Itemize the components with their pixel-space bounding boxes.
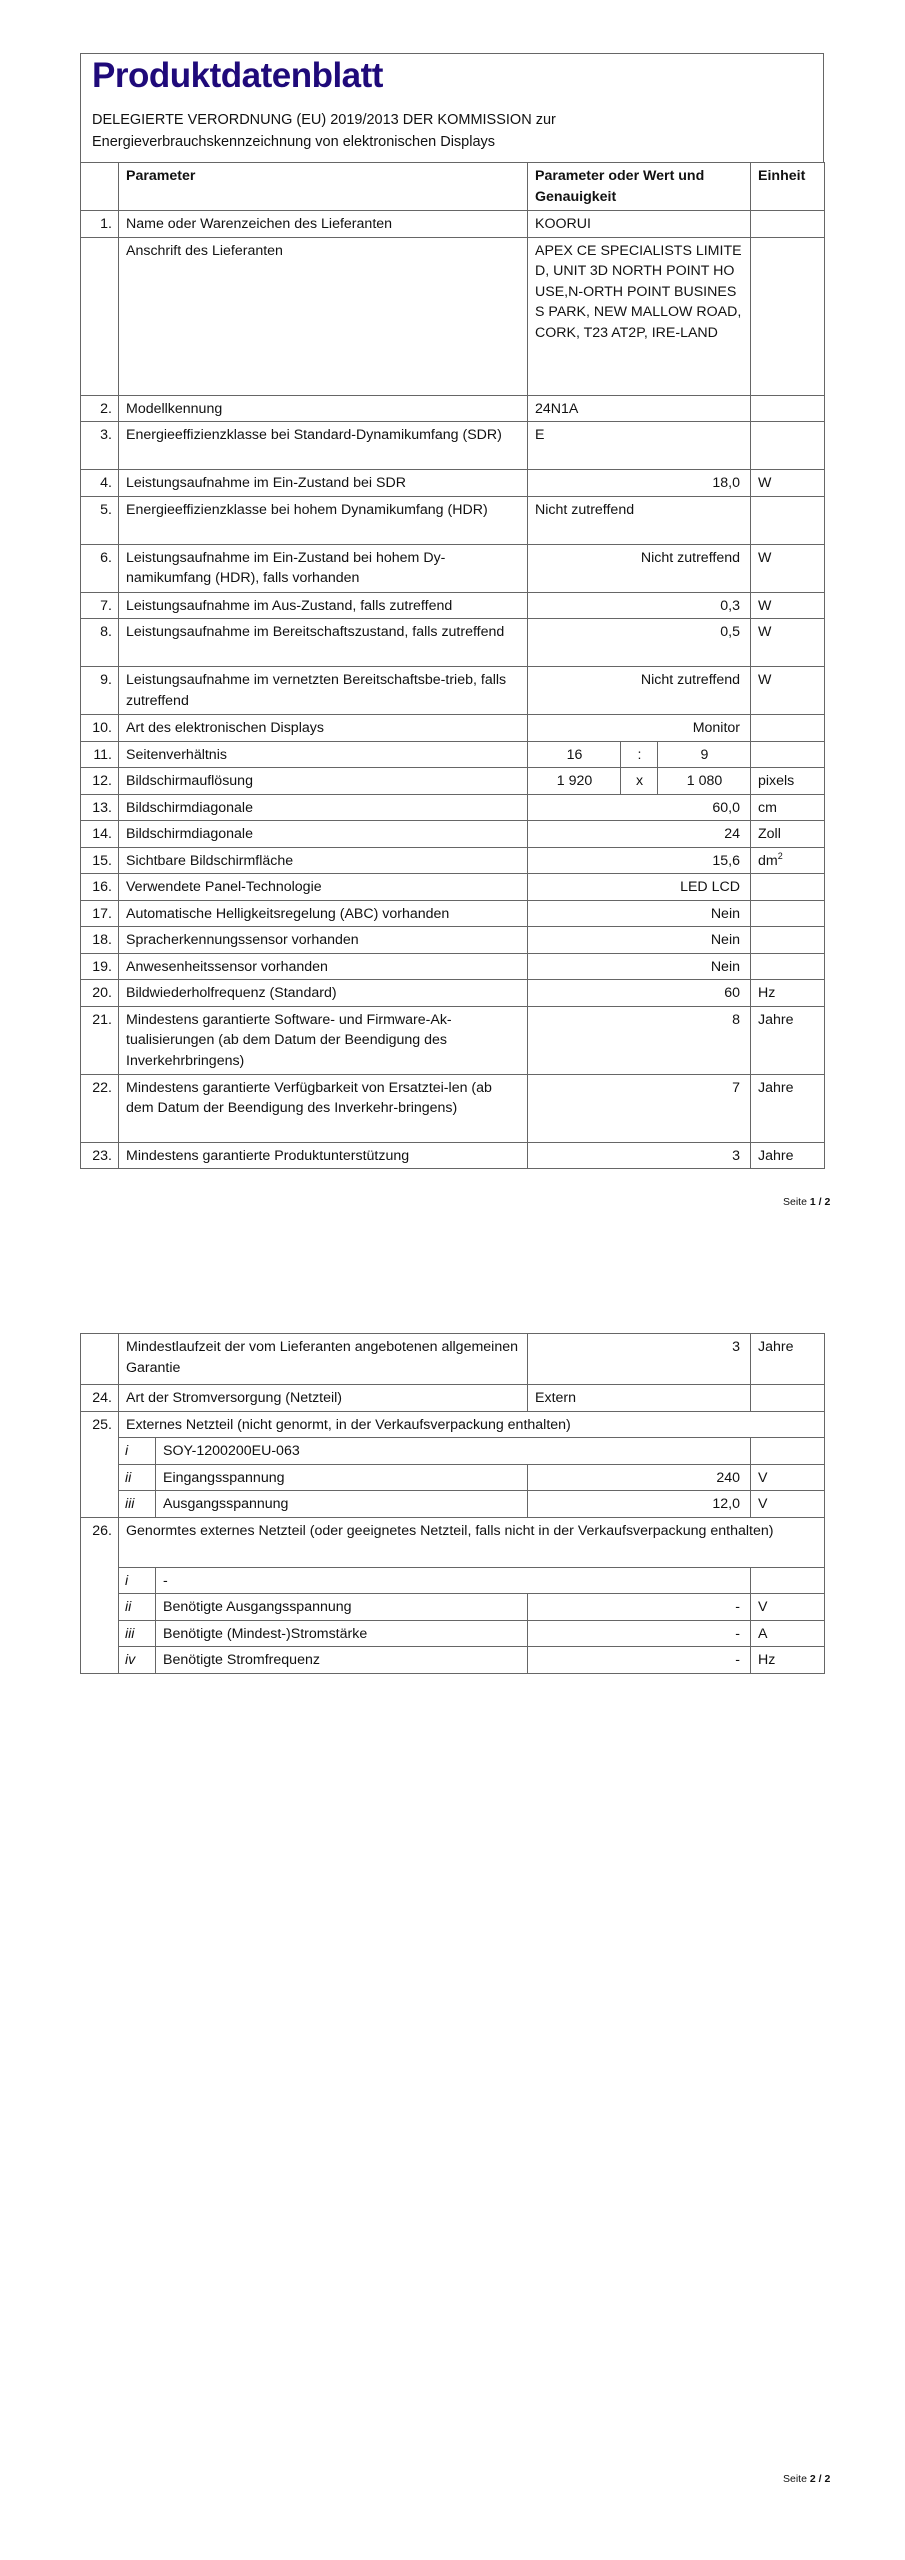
product-data-table-page-2 — [80, 1333, 825, 1674]
subtitle-line-2: Energieverbrauchskennzeichnung von elektronischen Displays — [92, 134, 496, 150]
row-number: 11. — [81, 741, 119, 768]
row-number: 7. — [81, 592, 119, 619]
table-row — [81, 667, 825, 715]
row-unit: pixels — [751, 768, 825, 795]
sub-index: iv — [119, 1647, 156, 1674]
table-row — [81, 927, 825, 954]
row-unit: Jahre — [751, 1006, 825, 1074]
sub-index: i — [119, 1438, 156, 1465]
row-number: 25. — [81, 1411, 119, 1517]
row-value-address: APEX CE SPECIALISTS LIMITED, UNIT 3D NORTH POINT HOUSE,N-ORTH POINT BUSINESS PARK, NEW MALLOW ROAD,CORK, T23 AT2P, IRE-LAND — [528, 237, 751, 395]
row-value: 15,6 — [528, 847, 751, 874]
row-value: 18,0 — [528, 470, 751, 497]
row-unit: A — [751, 1620, 825, 1647]
row-value: 3 — [528, 1142, 751, 1169]
table-subrow — [81, 1464, 825, 1491]
table-row — [81, 1334, 825, 1385]
row-unit — [751, 1567, 825, 1594]
row-unit: Hz — [751, 1647, 825, 1674]
row-parameter: Leistungsaufnahme im Ein-Zustand bei SDR — [119, 470, 528, 497]
page-2 — [0, 1280, 905, 2560]
row-parameter: Bildschirmauflösung — [119, 768, 528, 795]
row-unit: Jahre — [751, 1142, 825, 1169]
row-parameter: Verwendete Panel-Technologie — [119, 874, 528, 901]
row-parameter: Leistungsaufnahme im Bereitschaftszustand, falls zutreffend — [119, 619, 528, 667]
row-value: Nicht zutreffend — [528, 544, 751, 592]
table-row — [81, 874, 825, 901]
table-row — [81, 496, 825, 544]
power-supply-model: SOY-1200200EU-063 — [156, 1438, 751, 1465]
row-value: - — [528, 1594, 751, 1621]
row-parameter: Leistungsaufnahme im Ein-Zustand bei hohem Dy-namikumfang (HDR), falls vorhanden — [119, 544, 528, 592]
row-number: 8. — [81, 619, 119, 667]
row-unit — [751, 715, 825, 742]
row-unit: cm — [751, 794, 825, 821]
table-subrow — [81, 1647, 825, 1674]
row-unit — [751, 422, 825, 470]
row-value: 0,5 — [528, 619, 751, 667]
row-parameter: Eingangsspannung — [156, 1464, 528, 1491]
row-unit: W — [751, 619, 825, 667]
row-unit — [751, 741, 825, 768]
row-parameter: Sichtbare Bildschirmfläche — [119, 847, 528, 874]
table-row — [81, 211, 825, 238]
row-unit — [751, 1438, 825, 1465]
row-value: Monitor — [528, 715, 751, 742]
table-row — [81, 1142, 825, 1169]
row-parameter: Art der Stromversorgung (Netzteil) — [119, 1385, 528, 1412]
product-data-table-page-1 — [80, 162, 825, 1169]
row-parameter: Energieeffizienzklasse bei hohem Dynamikumfang (HDR) — [119, 496, 528, 544]
row-unit — [751, 395, 825, 422]
row-value: 0,3 — [528, 592, 751, 619]
row-parameter: Anschrift des Lieferanten — [119, 237, 528, 395]
row-number: 13. — [81, 794, 119, 821]
resolution-width: 1 920 — [528, 768, 621, 795]
table-row — [81, 715, 825, 742]
row-parameter: Ausgangsspannung — [156, 1491, 528, 1518]
table-subrow — [81, 1438, 825, 1465]
footer-page-number: 2 / 2 — [809, 2473, 831, 2485]
table-row — [81, 794, 825, 821]
row-value: E — [528, 422, 751, 470]
footer-prefix: Seite — [783, 1196, 810, 1208]
row-value: 60,0 — [528, 794, 751, 821]
row-parameter: Bildwiederholfrequenz (Standard) — [119, 980, 528, 1007]
table-subrow — [81, 1491, 825, 1518]
sub-index: ii — [119, 1464, 156, 1491]
row-number: 5. — [81, 496, 119, 544]
row-parameter: Benötigte (Mindest-)Stromstärke — [156, 1620, 528, 1647]
row-number: 12. — [81, 768, 119, 795]
table-row — [81, 1517, 825, 1567]
table-row — [81, 768, 825, 795]
page-title: Produktdatenblatt — [92, 56, 383, 95]
row-parameter: Mindestens garantierte Produktunterstützung — [119, 1142, 528, 1169]
row-value: Nein — [528, 927, 751, 954]
table-row — [81, 847, 825, 874]
row-unit — [751, 211, 825, 238]
row-value: Nein — [528, 900, 751, 927]
table-row — [81, 544, 825, 592]
row-value: 24N1A — [528, 395, 751, 422]
row-number: 1. — [81, 211, 119, 238]
row-unit — [751, 1385, 825, 1412]
sub-index: i — [119, 1567, 156, 1594]
row-unit — [751, 953, 825, 980]
table-header-row — [81, 163, 825, 211]
table-row — [81, 1385, 825, 1412]
header-unit: Einheit — [751, 163, 825, 211]
table-row — [81, 470, 825, 497]
row-value: Nein — [528, 953, 751, 980]
row-number: 15. — [81, 847, 119, 874]
row-unit — [751, 874, 825, 901]
row-parameter: Genormtes externes Netzteil (oder geeignetes Netzteil, falls nicht in der Verkaufsverpackung enthalten) — [119, 1517, 825, 1567]
power-supply-model: - — [156, 1567, 751, 1594]
table-row — [81, 592, 825, 619]
row-parameter: Energieeffizienzklasse bei Standard-Dynamikumfang (SDR) — [119, 422, 528, 470]
row-value: 3 — [528, 1334, 751, 1385]
row-number: 26. — [81, 1517, 119, 1673]
row-number: 22. — [81, 1074, 119, 1142]
row-number: 3. — [81, 422, 119, 470]
row-number: 14. — [81, 821, 119, 848]
row-parameter: Seitenverhältnis — [119, 741, 528, 768]
table-row — [81, 422, 825, 470]
row-value: 240 — [528, 1464, 751, 1491]
table-row — [81, 1074, 825, 1142]
row-parameter: Automatische Helligkeitsregelung (ABC) vorhanden — [119, 900, 528, 927]
table-row — [81, 980, 825, 1007]
row-number: 2. — [81, 395, 119, 422]
unit-base: dm — [758, 852, 778, 869]
row-parameter: Bildschirmdiagonale — [119, 794, 528, 821]
row-unit — [751, 496, 825, 544]
row-number: 4. — [81, 470, 119, 497]
row-number: 16. — [81, 874, 119, 901]
row-number: 10. — [81, 715, 119, 742]
page-footer-1 — [783, 1196, 830, 1208]
row-parameter: Mindestens garantierte Software- und Firmware-Ak-tualisierungen (ab dem Datum der Beendigung des Inverkehrbringens) — [119, 1006, 528, 1074]
table-row — [81, 237, 825, 395]
row-value: Extern — [528, 1385, 751, 1412]
table-row — [81, 1006, 825, 1074]
row-number: 23. — [81, 1142, 119, 1169]
row-value: LED LCD — [528, 874, 751, 901]
table-row — [81, 395, 825, 422]
row-value: KOORUI — [528, 211, 751, 238]
row-value: 12,0 — [528, 1491, 751, 1518]
row-value: Nicht zutreffend — [528, 667, 751, 715]
subtitle-line-1: DELEGIERTE VERORDNUNG (EU) 2019/2013 DER KOMMISSION zur — [92, 112, 556, 128]
row-number: 17. — [81, 900, 119, 927]
footer-prefix: Seite — [783, 2473, 810, 2485]
row-unit: Zoll — [751, 821, 825, 848]
row-unit: Jahre — [751, 1334, 825, 1385]
row-value: 8 — [528, 1006, 751, 1074]
sub-index: iii — [119, 1620, 156, 1647]
row-parameter: Anwesenheitssensor vorhanden — [119, 953, 528, 980]
footer-page-number: 1 / 2 — [809, 1196, 831, 1208]
row-parameter: Name oder Warenzeichen des Lieferanten — [119, 211, 528, 238]
row-number: 9. — [81, 667, 119, 715]
row-number — [81, 237, 119, 395]
row-value: 7 — [528, 1074, 751, 1142]
aspect-ratio-separator: : — [621, 741, 658, 768]
title-box — [80, 53, 824, 163]
row-parameter: Externes Netzteil (nicht genormt, in der Verkaufsverpackung enthalten) — [119, 1411, 825, 1438]
row-value: - — [528, 1620, 751, 1647]
row-parameter: Benötigte Stromfrequenz — [156, 1647, 528, 1674]
row-number: 18. — [81, 927, 119, 954]
row-parameter: Benötigte Ausgangsspannung — [156, 1594, 528, 1621]
table-row — [81, 900, 825, 927]
row-number: 20. — [81, 980, 119, 1007]
resolution-separator: x — [621, 768, 658, 795]
row-unit: Jahre — [751, 1074, 825, 1142]
aspect-ratio-height: 9 — [658, 741, 751, 768]
row-value: - — [528, 1647, 751, 1674]
header-value: Parameter oder Wert und Genauigkeit — [528, 163, 751, 211]
row-parameter: Spracherkennungssensor vorhanden — [119, 927, 528, 954]
row-number — [81, 1334, 119, 1385]
table-subrow — [81, 1567, 825, 1594]
sub-index: iii — [119, 1491, 156, 1518]
row-parameter: Modellkennung — [119, 395, 528, 422]
row-unit: V — [751, 1594, 825, 1621]
row-unit: Hz — [751, 980, 825, 1007]
row-unit: W — [751, 470, 825, 497]
sub-index: ii — [119, 1594, 156, 1621]
regulation-subtitle — [92, 109, 792, 153]
row-value: Nicht zutreffend — [528, 496, 751, 544]
row-unit: V — [751, 1464, 825, 1491]
row-number: 24. — [81, 1385, 119, 1412]
row-parameter: Art des elektronischen Displays — [119, 715, 528, 742]
row-unit: V — [751, 1491, 825, 1518]
table-row — [81, 821, 825, 848]
row-unit — [751, 847, 825, 874]
row-parameter: Bildschirmdiagonale — [119, 821, 528, 848]
row-unit — [751, 900, 825, 927]
unit-superscript: 2 — [777, 850, 783, 861]
row-unit — [751, 927, 825, 954]
row-number: 6. — [81, 544, 119, 592]
table-row — [81, 741, 825, 768]
row-number: 19. — [81, 953, 119, 980]
resolution-height: 1 080 — [658, 768, 751, 795]
header-parameter: Parameter — [119, 163, 528, 211]
row-parameter: Leistungsaufnahme im Aus-Zustand, falls zutreffend — [119, 592, 528, 619]
row-number: 21. — [81, 1006, 119, 1074]
row-unit — [751, 237, 825, 395]
row-value: 24 — [528, 821, 751, 848]
row-parameter: Mindestens garantierte Verfügbarkeit von Ersatztei-len (ab dem Datum der Beendigung des Inverkehr-bringens) — [119, 1074, 528, 1142]
table-row — [81, 1411, 825, 1438]
row-parameter: Leistungsaufnahme im vernetzten Bereitschaftsbe-trieb, falls zutreffend — [119, 667, 528, 715]
header-num — [81, 163, 119, 211]
page-footer-2 — [783, 2473, 830, 2485]
row-unit: W — [751, 667, 825, 715]
row-unit: W — [751, 544, 825, 592]
table-row — [81, 619, 825, 667]
row-unit: W — [751, 592, 825, 619]
aspect-ratio-width: 16 — [528, 741, 621, 768]
table-row — [81, 953, 825, 980]
row-parameter: Mindestlaufzeit der vom Lieferanten angebotenen allgemeinen Garantie — [119, 1334, 528, 1385]
table-subrow — [81, 1594, 825, 1621]
row-value: 60 — [528, 980, 751, 1007]
table-subrow — [81, 1620, 825, 1647]
